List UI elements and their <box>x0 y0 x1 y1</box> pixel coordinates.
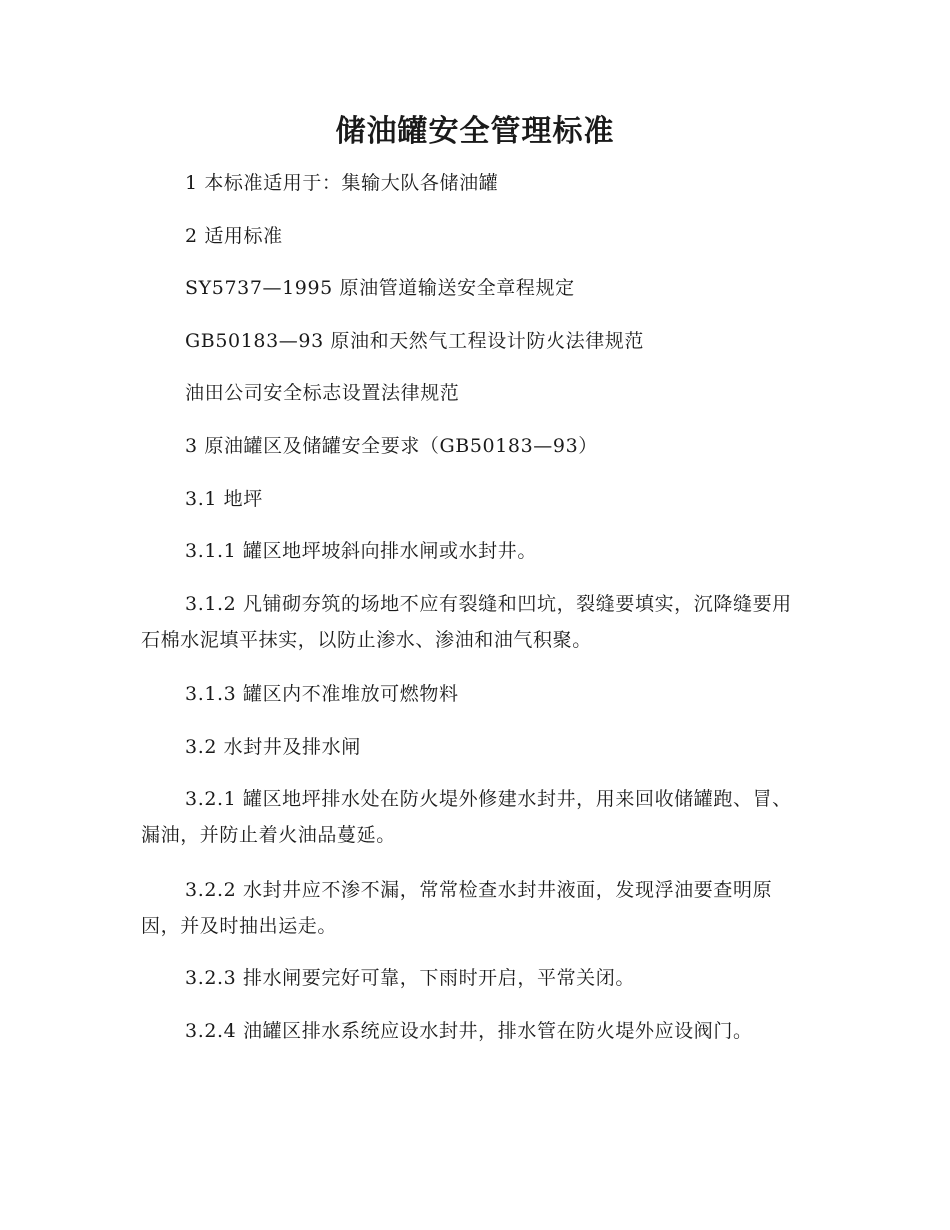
paragraph-standard-sy5737: SY5737—1995 原油管道输送安全章程规定 <box>185 277 575 299</box>
paragraph-section-3-2-1: 3.2.1 罐区地坪排水处在防火堤外修建水封井，用来回收储罐跑、冒、漏油，并防止着火油品蔓延。 <box>141 788 792 846</box>
paragraph-section-3-1-1: 3.1.1 罐区地坪坡斜向排水闸或水封井。 <box>185 540 537 562</box>
paragraph-section-3-2-3: 3.2.3 排水闸要完好可靠，下雨时开启，平常关闭。 <box>185 967 635 989</box>
paragraph-section-3-2-2: 3.2.2 水封井应不渗不漏，常常检查水封井液面，发现浮油要查明原因，并及时抽出运走。 <box>141 879 773 937</box>
paragraph-section-3-2-4: 3.2.4 油罐区排水系统应设水封井，排水管在防火堤外应设阀门。 <box>185 1020 753 1042</box>
paragraph-scope: 1 本标准适用于：集输大队各储油罐 <box>185 172 499 194</box>
paragraph-standard-safety-signs: 油田公司安全标志设置法律规范 <box>185 382 460 404</box>
paragraph-section-3-1-3: 3.1.3 罐区内不准堆放可燃物料 <box>185 683 459 705</box>
document-title: 储油罐安全管理标准 <box>335 114 615 149</box>
paragraph-section-3-1: 3.1 地坪 <box>185 488 263 510</box>
paragraph-section-3-1-2: 3.1.2 凡铺砌夯筑的场地不应有裂缝和凹坑，裂缝要填实，沉降缝要用石棉水泥填平抹实，以防止渗水、渗油和油气积聚。 <box>141 593 792 651</box>
paragraph-standard-gb50183: GB50183—93 原油和天然气工程设计防火法律规范 <box>185 330 644 352</box>
paragraph-section-3-2: 3.2 水封井及排水闸 <box>185 736 361 758</box>
paragraph-standards-heading: 2 适用标准 <box>185 225 283 247</box>
paragraph-section-3-heading: 3 原油罐区及储罐安全要求（GB50183—93） <box>185 435 598 457</box>
